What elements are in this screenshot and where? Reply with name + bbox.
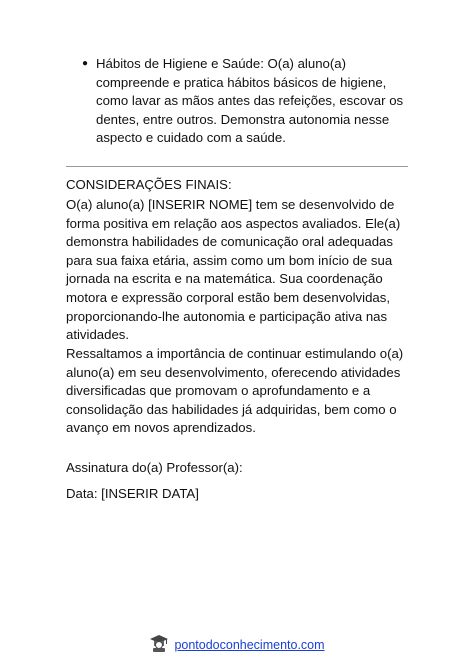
bullet-text: Hábitos de Higiene e Saúde: O(a) aluno(a) compreende e pratica hábitos básicos de higiene, como lavar as mãos antes das refeições, escovar os dentes, entre outros. Demonstra autonomia nesse aspecto e cuidado com a saúde. — [96, 56, 404, 146]
final-considerations-heading: CONSIDERAÇÕES FINAIS: — [66, 177, 232, 192]
footer — [0, 633, 474, 657]
bullet-item-hygiene — [82, 55, 406, 148]
bullet-icon: ● — [82, 58, 89, 69]
signature-label: Assinatura do(a) Professor(a): — [66, 460, 243, 475]
final-paragraph-2: Ressaltamos a importância de continuar estimulando o(a) aluno(a) em seu desenvolvimento, oferecendo atividades diversificadas que promovam o aprofundamento e a consolidação das habilidades já adquiridas, bem como o avanço em novos aprendizados. — [66, 346, 404, 436]
graduate-icon — [149, 633, 169, 658]
date-label: Data: [INSERIR DATA] — [66, 486, 199, 501]
site-link[interactable]: pontodoconhecimento.com — [174, 638, 325, 652]
final-paragraph-1: O(a) aluno(a) [INSERIR NOME] tem se desenvolvido de forma positiva em relação aos aspectos avaliados. Ele(a) demonstra habilidades de comunicação oral adequadas para sua faixa etária, assim como um bom início de sua jornada na escrita e na matemática. Sua coordenação motora e expressão corporal estão bem desenvolvidas, proporcionando-lhe autonomia e participação ativa nas atividades. — [66, 197, 401, 343]
section-divider — [66, 166, 408, 167]
